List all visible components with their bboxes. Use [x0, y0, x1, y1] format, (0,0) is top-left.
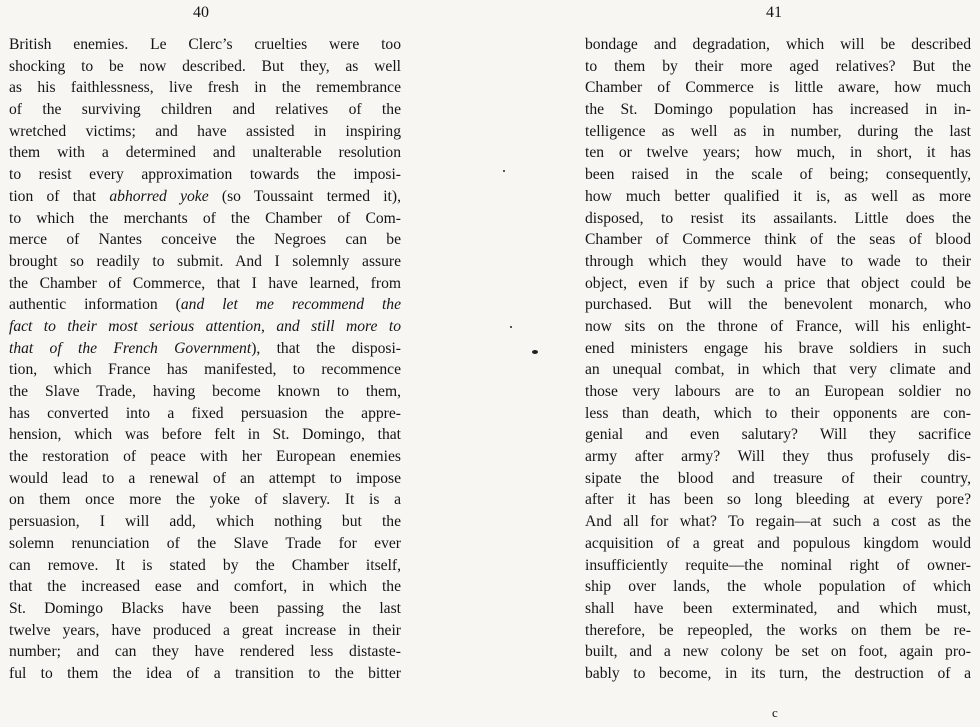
text-line: through which they would have to wade to their — [585, 252, 971, 270]
text-line: brought so readily to submit. And I solemnly assure — [9, 252, 401, 270]
text-line: St. Domingo Blacks have been passing the last — [9, 599, 401, 617]
text-line: sipate the blood and treasure of their country, — [585, 469, 971, 487]
text-line: hension, which was before felt in St. Domingo, that — [9, 426, 401, 444]
text-line: would lead to a renewal of an attempt to impose — [9, 469, 401, 487]
text-line: to resist every approximation towards the imposi- — [9, 166, 401, 184]
ink-speck — [510, 326, 512, 328]
text-line: genial and even salutary? Will they sacrifice — [585, 426, 971, 444]
text-line: British enemies. Le Clerc’s cruelties were too — [9, 36, 401, 53]
ink-speck — [532, 350, 538, 354]
text-line: ful to them the idea of a transition to the bitter — [9, 664, 401, 682]
text-line: can remove. It is stated by the Chamber itself, — [9, 556, 401, 574]
text-line: has converted into a fixed persuasion the appre- — [9, 404, 401, 422]
text-line: wretched victims; and have assisted in inspiring — [9, 122, 401, 140]
text-line: those very labours are to an European soldier no — [585, 383, 971, 400]
text-line: shall have been exterminated, and which must, — [585, 599, 971, 617]
text-line: therefore, be repeopled, the works on them be re- — [585, 621, 971, 639]
text-line: that the increased ease and comfort, in which the — [9, 578, 401, 596]
text-line: disposed, to resist its assailants. Little does the — [585, 209, 971, 227]
text-line: fact to their most serious attention, and still more to — [9, 317, 401, 335]
text-line: them with a determined and unalterable resolution — [9, 144, 401, 162]
text-line: number; and can they have rendered less distaste- — [9, 643, 401, 661]
text-line: army after army? Will they thus profusely dis- — [585, 448, 971, 466]
text-line: shocking to be now described. But they, as well — [9, 57, 401, 75]
left-page-number: 40 — [193, 4, 209, 21]
text-line: ten or twelve years; how much, in short, it has — [585, 144, 971, 162]
text-line: telligence as well as in number, during the last — [585, 122, 971, 140]
text-line: authentic information (and let me recommend the — [9, 296, 401, 314]
text-line: the Chamber of Commerce, that I have learned, from — [9, 274, 401, 292]
text-line: And all for what? To regain—at such a cost as the — [585, 513, 971, 531]
text-line: tion of that abhorred yoke (so Toussaint termed it), — [9, 187, 401, 205]
text-line: bably to become, in its turn, the destruction of a — [585, 664, 971, 682]
text-line: twelve years, have produced a great increase in their — [9, 621, 401, 639]
text-line: bondage and degradation, which will be described — [585, 36, 971, 53]
text-line: that of the French Government), that the disposi- — [9, 339, 402, 357]
text-line: built, and a new colony be set on foot, again pro- — [585, 643, 971, 661]
text-line: to which the merchants of the Chamber of Com- — [9, 209, 401, 227]
text-line: less than death, which to their opponents are con- — [585, 404, 971, 422]
text-line: the Slave Trade, having become known to them, — [9, 383, 401, 400]
text-line: acquisition of a great and populous kingdom would — [585, 534, 971, 552]
text-line: ship over lands, the whole population of which — [585, 578, 971, 596]
text-line: Chamber of Commerce think of the seas of blood — [585, 231, 971, 249]
text-line: the St. Domingo population has increased in in- — [585, 101, 971, 119]
text-line: as his faithlessness, live fresh in the remembrance — [9, 79, 401, 97]
text-line: ened ministers engage his brave soldiers in such — [585, 339, 971, 357]
text-line: an unequal combat, in which that very climate and — [585, 361, 971, 379]
text-line: how much better qualified it is, as well as more — [585, 187, 971, 205]
text-line: persuasion, I will add, which nothing but the — [9, 513, 401, 531]
text-line: purchased. But will the benevolent monarch, who — [585, 296, 971, 314]
text-line: Chamber of Commerce is little aware, how much — [585, 79, 971, 97]
text-line: merce of Nantes conceive the Negroes can be — [9, 231, 401, 249]
text-line: on them once more the yoke of slavery. It is a — [9, 491, 401, 509]
left-page-body — [9, 34, 401, 685]
right-page-body — [585, 34, 971, 685]
text-line: to them by their more aged relatives? But the — [585, 57, 971, 75]
text-line: solemn renunciation of the Slave Trade for ever — [9, 534, 401, 552]
signature-mark: c — [772, 705, 778, 720]
text-line: object, even if by such a price that object could be — [585, 274, 971, 292]
text-line: insufficiently requite—the nominal right of owner- — [585, 556, 971, 574]
right-page-number: 41 — [766, 4, 782, 21]
text-line: of the surviving children and relatives of the — [9, 101, 401, 119]
text-line: after it has been so long bleeding at every pore? — [585, 491, 971, 509]
text-line: the restoration of peace with her European enemies — [9, 448, 401, 466]
text-line: now sits on the throne of France, will his enlight- — [585, 317, 971, 335]
text-line: tion, which France has manifested, to recommence — [9, 361, 401, 379]
text-line: been raised in the scale of being; consequently, — [585, 166, 971, 184]
ink-speck — [503, 170, 505, 172]
